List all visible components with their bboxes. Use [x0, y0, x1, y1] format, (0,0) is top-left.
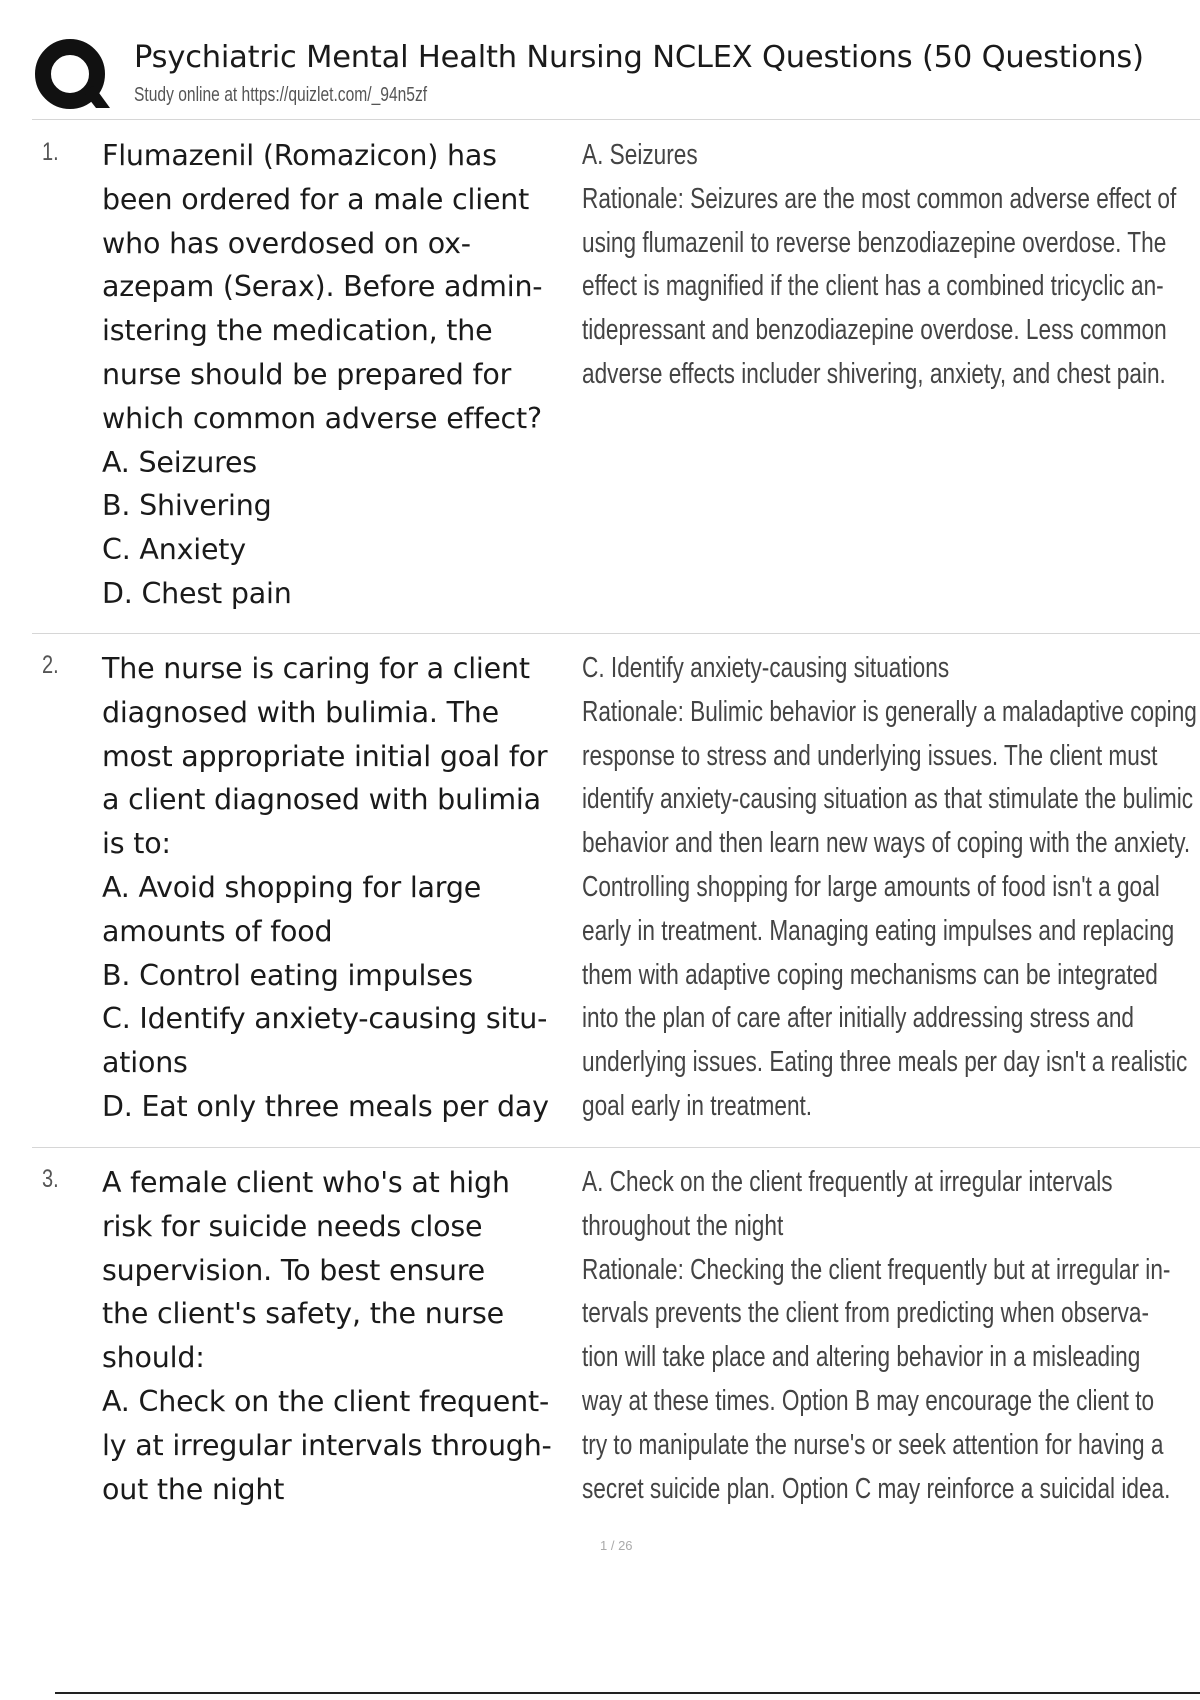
rationale-line: way at these times. Option B may encourage the client to — [582, 1384, 1155, 1417]
question-number: 3. — [42, 1165, 59, 1193]
rationale-line: early in treatment. Managing eating impulses and replacing — [582, 914, 1175, 947]
rationale-line: behavior and then learn new ways of coping with the anxiety. — [582, 827, 1191, 860]
document-header — [32, 34, 1200, 118]
answer-option: A. Seizures — [102, 445, 257, 479]
question-line: azepam (Serax). Before admin- — [102, 270, 543, 304]
rationale-line: adverse effects includer shivering, anxiety, and chest pain. — [582, 357, 1166, 390]
rationale-line: underlying issues. Eating three meals per day isn't a realistic — [582, 1046, 1188, 1079]
correct-answer: C. Identify anxiety-causing situations — [582, 652, 950, 684]
answer-option: B. Shivering — [102, 489, 272, 523]
question-line: The nurse is caring for a client — [102, 652, 530, 685]
question-line: should: — [102, 1341, 205, 1375]
answer-option: D. Eat only three meals per day — [102, 1089, 549, 1123]
rationale-line: effect is magnified if the client has a combined tricyclic an- — [582, 270, 1164, 303]
answer-rationale — [582, 647, 1197, 1129]
question-line: A female client who's at high — [102, 1166, 510, 1199]
question-line: supervision. To best ensure — [102, 1253, 485, 1287]
footer-divider — [55, 1692, 1200, 1694]
question-line: the client's safety, the nurse — [102, 1297, 504, 1331]
rationale-line: try to manipulate the nurse's or seek attention for having a — [582, 1428, 1164, 1461]
rationale-line: into the plan of care after initially addressing stress and — [582, 1002, 1134, 1035]
rationale-line: secret suicide plan. Option C may reinforce a suicidal idea. — [582, 1472, 1171, 1505]
study-online-link[interactable]: Study online at https://quizlet.com/_94n5zf — [134, 84, 428, 106]
answer-option: amounts of food — [102, 914, 333, 948]
question-line: who has overdosed on ox- — [102, 226, 471, 260]
question-number: 2. — [42, 651, 59, 679]
answer-option: A. Check on the client frequent- — [102, 1384, 550, 1418]
question-line: most appropriate initial goal for — [102, 739, 548, 773]
question-line: Flumazenil (Romazicon) has — [102, 139, 497, 172]
rationale-line: Rationale: Seizures are the most common adverse effect of — [582, 182, 1177, 215]
rationale-line: them with adaptive coping mechanisms can be integrated — [582, 958, 1158, 991]
rationale-line: Rationale: Checking the client frequently but at irregular in- — [582, 1253, 1171, 1286]
question-line: a client diagnosed with bulimia — [102, 783, 541, 817]
answer-option: C. Anxiety — [102, 533, 246, 567]
correct-answer: A. Seizures — [582, 139, 698, 171]
answer-rationale — [582, 134, 1192, 397]
question-divider — [32, 633, 1200, 634]
question-line: risk for suicide needs close — [102, 1209, 483, 1243]
question-line: which common adverse effect? — [102, 401, 542, 435]
rationale-line: identify anxiety-causing situation as that stimulate the bulimic — [582, 783, 1194, 816]
answer-option: A. Avoid shopping for large — [102, 870, 482, 904]
question-text — [102, 1161, 612, 1511]
answer-option: ly at irregular intervals through- — [102, 1428, 552, 1462]
quizlet-logo-icon — [32, 36, 112, 116]
correct-answer: A. Check on the client frequently at irregular intervals — [582, 1166, 1113, 1198]
question-line: nurse should be prepared for — [102, 357, 512, 391]
rationale-line: response to stress and underlying issues. The client must — [582, 739, 1158, 772]
question-line: istering the medication, the — [102, 314, 493, 348]
question-line: been ordered for a male client — [102, 182, 530, 216]
question-line: diagnosed with bulimia. The — [102, 695, 499, 729]
question-line: is to: — [102, 827, 171, 861]
correct-answer: throughout the night — [582, 1209, 784, 1242]
answer-rationale — [582, 1161, 1192, 1511]
question-divider — [32, 1147, 1200, 1148]
question-number: 1. — [42, 138, 59, 166]
answer-option: out the night — [102, 1472, 285, 1506]
rationale-line: Controlling shopping for large amounts of food isn't a goal — [582, 870, 1160, 903]
answer-option: B. Control eating impulses — [102, 958, 473, 992]
rationale-line: Rationale: Bulimic behavior is generally a maladaptive coping — [582, 695, 1197, 728]
document-title: Psychiatric Mental Health Nursing NCLEX Questions (50 Questions) — [134, 40, 1144, 75]
rationale-line: tion will take place and altering behavior in a misleading — [582, 1341, 1141, 1374]
header-divider — [32, 119, 1200, 120]
page-number: 1 / 26 — [600, 1538, 633, 1553]
question-text — [102, 647, 612, 1129]
answer-option: ations — [102, 1046, 188, 1080]
rationale-line: goal early in treatment. — [582, 1089, 813, 1122]
rationale-line: tidepressant and benzodiazepine overdose. Less common — [582, 314, 1167, 347]
answer-option: D. Chest pain — [102, 576, 292, 610]
rationale-line: tervals prevents the client from predicting when observa- — [582, 1297, 1150, 1330]
answer-option: C. Identify anxiety-causing situ- — [102, 1002, 548, 1036]
rationale-line: using flumazenil to reverse benzodiazepine overdose. The — [582, 226, 1167, 259]
question-text — [102, 134, 612, 616]
